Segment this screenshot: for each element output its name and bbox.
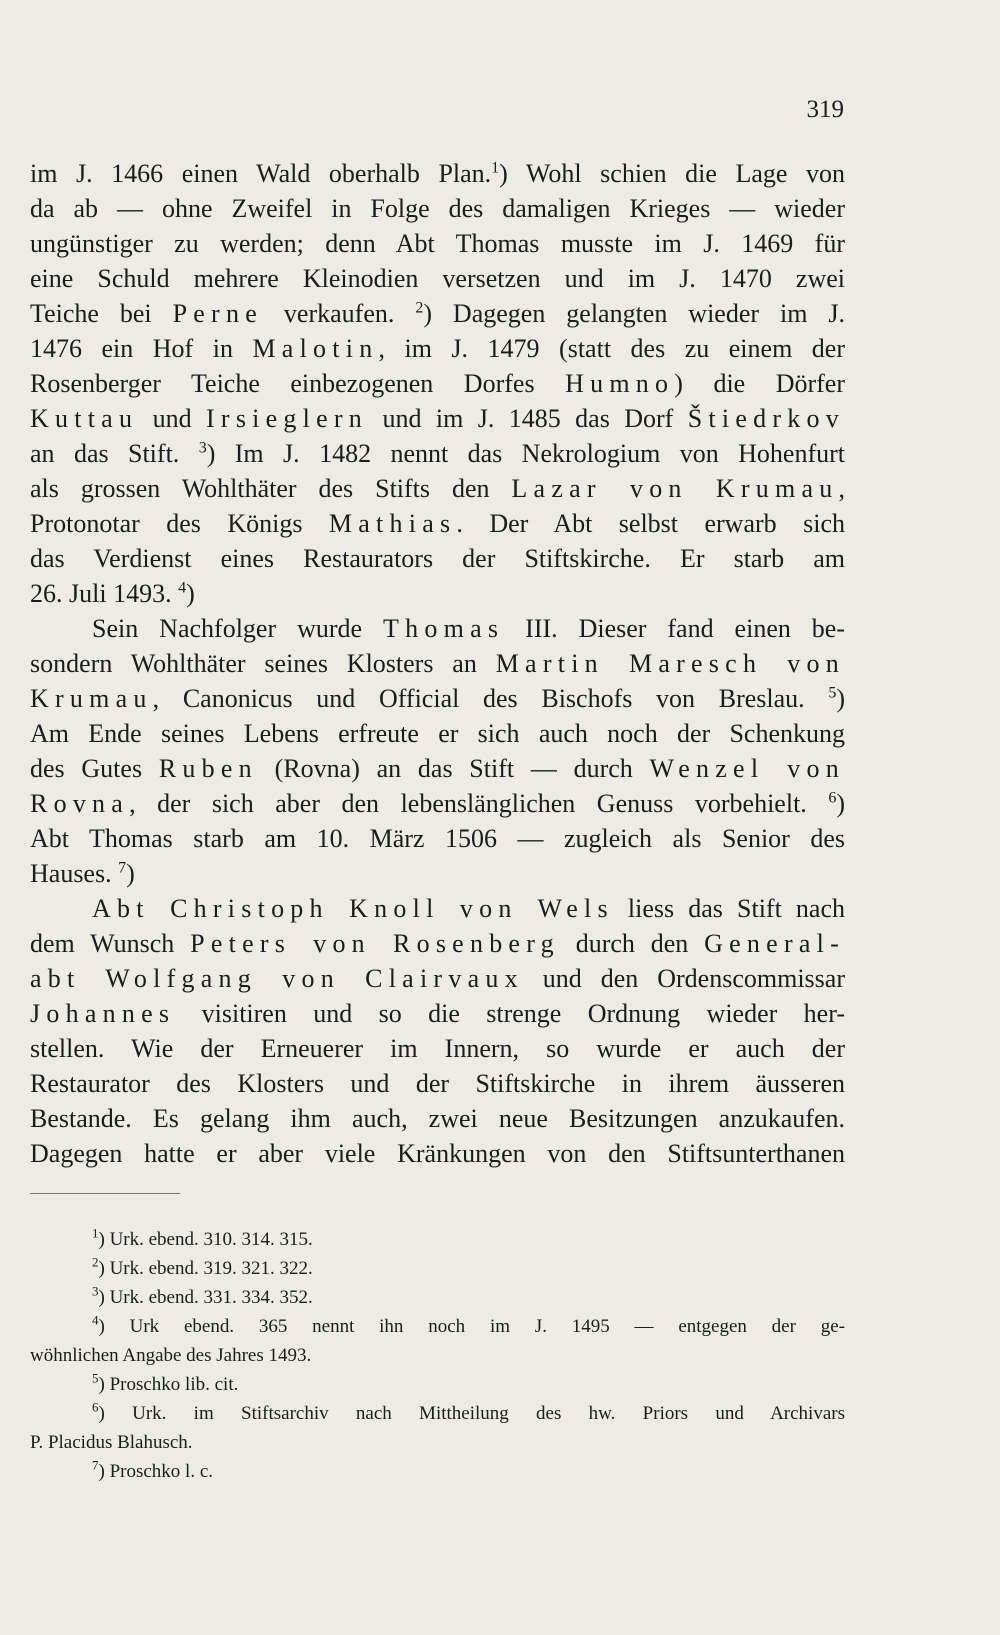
text-segment: Rosenberger Teiche einbezogenen Dorfes [30,369,566,398]
footnote-text: ) Urk. ebend. 310. 314. 315. [98,1229,313,1250]
text-segment: sondern Wohlthäter seines Klosters an [30,649,496,678]
text-segment: Protonotar des Königs [30,509,329,538]
text-line [30,961,845,996]
text-segment: eine Schuld mehrere Kleinodien versetzen und im J. 1470 zwei [30,264,845,293]
footnote-text: P. Placidus Blahusch. [30,1432,193,1453]
body-text [30,156,845,1171]
text-segment: und den Ordenscommissar [523,964,845,993]
spaced-name: Martin Maresch von [495,649,845,678]
footnote-divider [30,1193,180,1194]
spaced-name: abt Wolfgang von Clairvaux [30,964,524,993]
footnote-text: ) Urk. ebend. 331. 334. 352. [98,1287,313,1308]
footnote-number: 3 [92,1283,99,1299]
text-line [30,191,845,226]
text-segment: Am Ende seines Lebens erfreute er sich auch noch der Schenkung [30,719,845,748]
text-line [30,401,845,436]
text-segment: und [138,404,207,433]
text-segment: Sein Nachfolger wurde [92,614,383,643]
text-segment: ) [836,789,845,818]
text-line [30,681,845,716]
text-segment: Dagegen hatte er aber viele Kränkungen von den Stiftsunterthanen [30,1139,845,1168]
footnote [30,1399,845,1428]
footnote [30,1312,845,1341]
text-line [30,226,845,261]
text-line [30,156,845,191]
text-line [30,576,845,611]
text-segment: , der sich aber den lebenslänglichen Genuss vorbehielt. [129,789,829,818]
footnote-reference: 7 [118,859,127,877]
text-segment: III. Dieser fand einen be- [504,614,846,643]
footnote-number: 2 [92,1254,99,1270]
footnote-text: ) Urk ebend. 365 nennt ihn noch im J. 1495 — entgegen der ge- [98,1316,845,1337]
text-segment: Abt Thomas starb am 10. März 1506 — zugleich als Senior des [30,824,845,853]
spaced-name: Abt Christoph Knoll von Wels [92,894,614,923]
footnote-text: ) Proschko lib. cit. [98,1374,239,1395]
footnote [30,1428,845,1457]
footnote [30,1283,845,1312]
text-segment: liess das Stift nach [613,894,845,923]
footnote [30,1457,845,1486]
spaced-name: Humno [565,369,675,398]
text-segment: 1476 ein Hof in [30,334,253,363]
spaced-name: Irsieglern [206,404,369,433]
spaced-name: Malotin [252,334,379,363]
footnote [30,1370,845,1399]
footnote-text: ) Proschko l. c. [98,1461,214,1482]
footnote [30,1225,845,1254]
text-segment: als grossen Wohlthäter des Stifts den [30,474,512,503]
text-segment: stellen. Wie der Erneuerer im Innern, so wurde er auch der [30,1034,845,1063]
spaced-name: Ruben [158,754,258,783]
text-segment: an das Stift. [30,439,199,468]
text-segment: , [838,474,845,503]
footnote-text: wöhnlichen Angabe des Jahres 1493. [30,1345,312,1366]
text-line [30,891,845,926]
text-line [30,1136,845,1171]
footnote-number: 7 [92,1457,99,1473]
footnote-number: 1 [92,1225,99,1241]
text-line [30,471,845,506]
footnote-reference: 6 [828,789,837,807]
text-segment: Teiche bei [30,299,173,328]
text-segment: Bestande. Es gelang ihm auch, zwei neue Besitzungen anzukaufen. [30,1104,845,1133]
text-segment: ) [836,684,845,713]
spaced-name: Wenzel von [649,754,845,783]
text-segment: Hauses. [30,859,119,888]
footnote-text: ) Urk. ebend. 319. 321. 322. [98,1258,313,1279]
text-line [30,611,845,646]
text-line [30,716,845,751]
spaced-name: Lazar von Krumau [511,474,839,503]
text-line [30,506,845,541]
text-segment: durch den [559,929,705,958]
text-segment: des Gutes [30,754,159,783]
text-line [30,926,845,961]
text-segment: und im J. 1485 das Dorf [368,404,688,433]
text-line [30,436,845,471]
footnote-number: 5 [92,1370,99,1386]
text-segment: ) Wohl schien die Lage von [499,159,845,188]
text-line [30,1066,845,1101]
text-line [30,996,845,1031]
footnotes [30,1225,845,1486]
spaced-name: Rovna [30,789,130,818]
text-line [30,821,845,856]
text-segment: . Der Abt selbst erwarb sich [456,509,845,538]
text-line [30,261,845,296]
text-segment: das Verdienst eines Restaurators der Stiftskirche. Er starb am [30,544,845,573]
spaced-name: Johannes [30,999,176,1028]
text-segment: im J. 1466 einen Wald oberhalb Plan. [30,159,492,188]
text-segment: ) die Dörfer [674,369,846,398]
footnote [30,1341,845,1370]
text-line [30,366,845,401]
text-line [30,331,845,366]
text-line [30,1101,845,1136]
text-line [30,751,845,786]
footnote-text: ) Urk. im Stiftsarchiv nach Mittheilung des hw. Priors und Archivars [98,1403,845,1424]
text-line [30,786,845,821]
footnote [30,1254,845,1283]
text-segment: da ab — ohne Zweifel in Folge des damaligen Krieges — wieder [30,194,845,223]
footnote-reference: 4 [178,579,187,597]
spaced-name: Perne [172,299,263,328]
text-segment: ungünstiger zu werden; denn Abt Thomas musste im J. 1469 für [30,229,845,258]
text-segment: verkaufen. [262,299,416,328]
spaced-name: Kuttau [30,404,139,433]
text-segment: (Rovna) an das Stift — durch [257,754,650,783]
text-segment: , im J. 1479 (statt des zu einem der [378,334,845,363]
text-segment: Restaurator des Klosters und der Stiftskirche in ihrem äusseren [30,1069,845,1098]
spaced-name: Peters von Rosenberg [190,929,560,958]
spaced-name: Thomas [383,614,505,643]
text-line [30,1031,845,1066]
footnote-reference: 1 [491,159,500,177]
spaced-name: General- [704,929,845,958]
text-line [30,646,845,681]
page-number: 319 [806,96,844,123]
footnote-reference: 3 [198,439,207,457]
spaced-name: Mathias [328,509,457,538]
footnote-number: 6 [92,1399,99,1415]
footnote-number: 4 [92,1312,99,1328]
text-segment: , Canonicus und Official des Bischofs von Breslau. [152,684,829,713]
spaced-name: Krumau [30,684,153,713]
text-segment: 26. Juli 1493. [30,579,179,608]
text-line [30,856,845,891]
text-segment: ) Dagegen gelangten wieder im J. [423,299,845,328]
text-segment: ) Im J. 1482 nennt das Nekrologium von Hohenfurt [206,439,845,468]
text-segment: ) [186,579,195,608]
text-line [30,296,845,331]
text-segment: visitiren und so die strenge Ordnung wieder her- [175,999,845,1028]
footnote-reference: 2 [415,299,424,317]
text-segment: dem Wunsch [30,929,191,958]
text-segment: ) [126,859,135,888]
spaced-name: Štiedrkov [687,404,845,433]
text-line [30,541,845,576]
footnote-reference: 5 [828,684,837,702]
